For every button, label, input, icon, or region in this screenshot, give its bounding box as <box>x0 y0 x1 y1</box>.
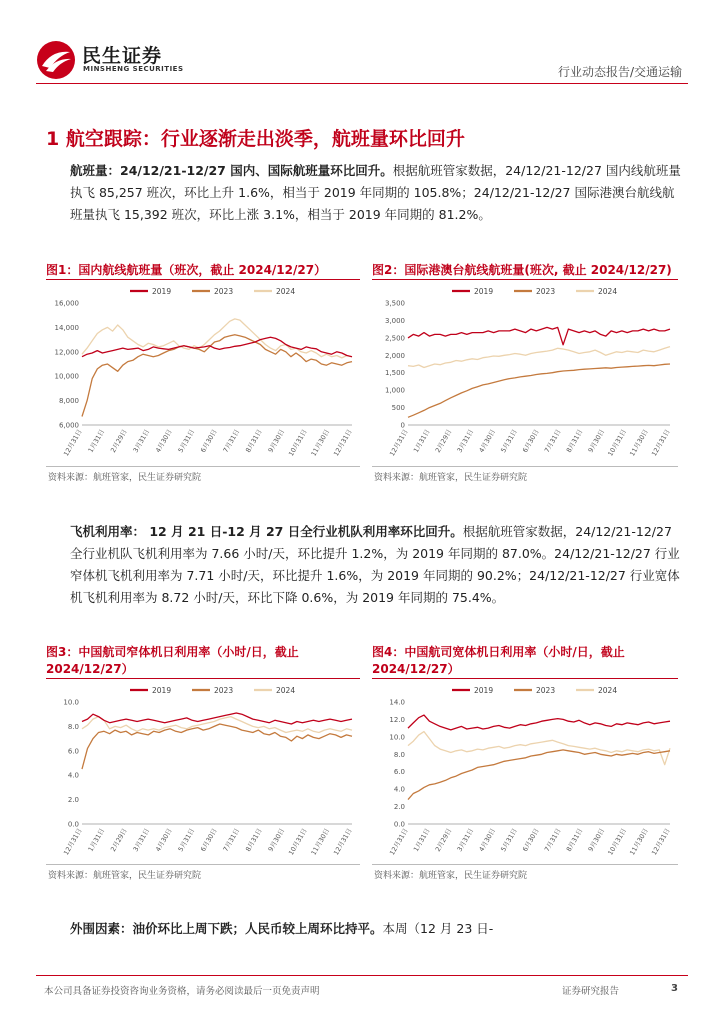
x-tick-label: 7月31日 <box>542 428 563 455</box>
x-tick-label: 10月31日 <box>287 428 309 458</box>
series-line-2019 <box>82 713 352 724</box>
x-tick-label: 12月31日 <box>62 428 84 458</box>
y-tick-label: 2,500 <box>384 334 405 343</box>
x-tick-label: 7月31日 <box>221 827 242 854</box>
x-tick-label: 6月30日 <box>521 827 541 854</box>
x-tick-label: 3月31日 <box>131 428 152 455</box>
x-tick-label: 1月31日 <box>411 428 432 455</box>
legend-label-2023: 2023 <box>536 686 556 695</box>
x-tick-label: 4月30日 <box>154 827 174 854</box>
series-line-2024 <box>82 319 352 358</box>
paragraph-body: 根据航班管家数据，24/12/21-12/27 全行业机队飞机利用率为 7.66 小时/天，环比提升 1.2%，为 2019 年同期的 87.0%。24/12/21-12/27 行业窄体机飞机利用率为 7.71 小时/天，环比提升 1.6%，为 2019 年同期的 90.2%；24/12/21-12/27 行业宽体机飞机利用率为 8.72 小时/天，环比下降 0.6%，为 2019 年同期的 75.4%。 <box>70 524 680 605</box>
y-tick-label: 8.0 <box>393 750 405 759</box>
footer-doc-type: 证券研究报告 <box>562 986 620 997</box>
y-tick-label: 4.0 <box>67 771 79 780</box>
legend-label-2024: 2024 <box>276 686 296 695</box>
page-number: 3 <box>671 983 678 994</box>
paragraph-lead: 飞机利用率： 12 月 21 日-12 月 27 日全行业机队利用率环比回升。 <box>70 524 463 539</box>
x-tick-label: 1月31日 <box>86 827 107 854</box>
legend-label-2019: 2019 <box>152 686 172 695</box>
x-tick-label: 2月29日 <box>109 827 129 854</box>
x-tick-label: 1月31日 <box>411 827 432 854</box>
paragraph-lead: 外围因素：油价环比上周下跌；人民币较上周环比持平。 <box>70 921 383 936</box>
x-tick-label: 8月31日 <box>564 827 585 854</box>
legend-label-2019: 2019 <box>152 287 172 296</box>
x-tick-label: 12月31日 <box>388 827 410 857</box>
paragraph-aircraft-utilization <box>70 521 684 609</box>
x-tick-label: 1月31日 <box>86 428 107 455</box>
y-tick-label: 8.0 <box>67 722 79 731</box>
figure-3-bottom-rule <box>46 864 360 865</box>
y-tick-label: 0 <box>400 421 405 430</box>
y-tick-label: 3,500 <box>384 299 405 308</box>
chart-svg <box>46 283 360 463</box>
x-tick-label: 3月31日 <box>455 428 476 455</box>
x-tick-label: 2月29日 <box>433 827 454 854</box>
figure-4-source: 资料来源：航班管家，民生证券研究院 <box>374 871 528 881</box>
chart-svg <box>372 682 678 862</box>
footer-disclaimer: 本公司具备证券投资咨询业务资格，请务必阅读最后一页免责声明 <box>44 986 320 997</box>
footer-divider <box>36 975 688 976</box>
x-tick-label: 3月31日 <box>455 827 476 854</box>
figure-4-title: 图4：中国航司宽体机日利用率（小时/日，截止 2024/12/27） <box>372 645 625 676</box>
y-tick-label: 10,000 <box>54 372 79 381</box>
figure-2-chart <box>372 283 678 463</box>
y-tick-label: 14.0 <box>389 698 405 707</box>
legend-label-2019: 2019 <box>474 686 494 695</box>
legend-label-2019: 2019 <box>474 287 494 296</box>
x-tick-label: 7月31日 <box>542 827 563 854</box>
x-tick-label: 12月31日 <box>332 428 354 458</box>
figure-1-top-rule <box>46 279 360 280</box>
brand-name-en: MINSHENG SECURITIES <box>83 65 184 73</box>
x-tick-label: 6月30日 <box>521 428 541 455</box>
figure-4-top-rule <box>372 678 678 679</box>
chart-svg <box>372 283 678 463</box>
series-line-2019 <box>82 337 352 357</box>
legend-label-2024: 2024 <box>276 287 296 296</box>
report-category: 行业动态报告/交通运输 <box>557 65 682 79</box>
series-line-2023 <box>408 750 670 800</box>
y-tick-label: 6.0 <box>393 768 405 777</box>
x-tick-label: 11月30日 <box>309 827 332 857</box>
figure-1-source: 资料来源：航班管家，民生证券研究院 <box>48 473 202 483</box>
brand-logo <box>36 40 226 80</box>
series-line-2024 <box>408 347 670 368</box>
y-tick-label: 12,000 <box>54 348 79 357</box>
x-tick-label: 2月29日 <box>433 428 454 455</box>
x-tick-label: 4月30日 <box>477 827 498 854</box>
figure-3-title: 图3：中国航司窄体机日利用率（小时/日，截止 2024/12/27） <box>46 645 299 676</box>
series-line-2019 <box>408 715 670 730</box>
x-tick-label: 5月31日 <box>499 428 519 455</box>
legend-label-2023: 2023 <box>214 686 234 695</box>
legend-label-2023: 2023 <box>214 287 234 296</box>
paragraph-body: 本周（12 月 23 日- <box>382 921 494 936</box>
brand-name-cn: 民生证券 <box>82 45 163 67</box>
y-tick-label: 2,000 <box>384 351 405 360</box>
x-tick-label: 4月30日 <box>477 428 498 455</box>
series-line-2023 <box>408 364 670 417</box>
x-tick-label: 5月31日 <box>176 827 197 854</box>
figure-1-bottom-rule <box>46 466 360 467</box>
y-tick-label: 1,500 <box>384 369 405 378</box>
y-tick-label: 6,000 <box>58 421 79 430</box>
legend-label-2024: 2024 <box>598 287 618 296</box>
x-tick-label: 7月31日 <box>221 428 242 455</box>
header-divider <box>36 83 688 84</box>
x-tick-label: 12月31日 <box>62 827 84 857</box>
x-tick-label: 12月31日 <box>650 428 672 458</box>
y-tick-label: 3,000 <box>384 316 405 325</box>
y-tick-label: 10.0 <box>63 698 79 707</box>
x-tick-label: 10月31日 <box>287 827 309 857</box>
figure-4-chart <box>372 682 678 862</box>
x-tick-label: 12月31日 <box>332 827 354 857</box>
x-tick-label: 9月30日 <box>266 428 287 455</box>
paragraph-external-factors <box>70 918 684 940</box>
figure-2-source: 资料来源：航班管家，民生证券研究院 <box>374 473 528 483</box>
x-tick-label: 8月31日 <box>244 827 264 854</box>
figure-2-top-rule <box>372 279 678 280</box>
y-tick-label: 10.0 <box>389 733 405 742</box>
paragraph-flight-volume <box>70 160 684 226</box>
x-tick-label: 6月30日 <box>199 428 219 455</box>
y-tick-label: 0.0 <box>67 820 79 829</box>
figure-3-top-rule <box>46 678 360 679</box>
paragraph-body: 根据航班管家数据，24/12/21-12/27 国内线航班量执飞 85,257 班次，环比上升 1.6%，相当于 2019 年同期的 105.8%；24/12/21-12/27 国际港澳台航线航班量执飞 15,392 班次，环比上涨 3.1%，相当于 2019 年同期的 81.2%。 <box>70 163 681 222</box>
figure-2-title: 图2：国际港澳台航线航班量(班次, 截止 2024/12/27) <box>372 263 672 277</box>
section-title: 1 航空跟踪：行业逐渐走出淡季，航班量环比回升 <box>46 128 465 150</box>
legend-label-2024: 2024 <box>598 686 618 695</box>
x-tick-label: 9月30日 <box>586 428 607 455</box>
figure-1-title: 图1：国内航线航班量（班次，截止 2024/12/27） <box>46 263 327 277</box>
y-tick-label: 4.0 <box>393 785 405 794</box>
series-line-2024 <box>408 732 670 765</box>
y-tick-label: 8,000 <box>58 397 79 406</box>
x-tick-label: 6月30日 <box>199 827 219 854</box>
x-tick-label: 4月30日 <box>154 428 174 455</box>
y-tick-label: 6.0 <box>67 747 79 756</box>
y-tick-label: 2.0 <box>393 803 405 812</box>
legend-label-2023: 2023 <box>536 287 556 296</box>
x-tick-label: 8月31日 <box>564 428 585 455</box>
x-tick-label: 9月30日 <box>586 827 607 854</box>
x-tick-label: 8月31日 <box>244 428 264 455</box>
x-tick-label: 5月31日 <box>499 827 519 854</box>
x-tick-label: 12月31日 <box>650 827 672 857</box>
figure-3-source: 资料来源：航班管家，民生证券研究院 <box>48 871 202 881</box>
y-tick-label: 14,000 <box>54 323 79 332</box>
figure-2-bottom-rule <box>372 466 678 467</box>
x-tick-label: 11月30日 <box>628 827 650 857</box>
figure-1-chart <box>46 283 360 463</box>
x-tick-label: 12月31日 <box>388 428 410 458</box>
y-tick-label: 2.0 <box>67 796 79 805</box>
y-tick-label: 16,000 <box>54 299 79 308</box>
x-tick-label: 3月31日 <box>131 827 152 854</box>
x-tick-label: 10月31日 <box>606 428 629 458</box>
x-tick-label: 2月29日 <box>109 428 129 455</box>
y-tick-label: 0.0 <box>393 820 405 829</box>
y-tick-label: 12.0 <box>389 715 405 724</box>
x-tick-label: 5月31日 <box>176 428 197 455</box>
x-tick-label: 9月30日 <box>266 827 287 854</box>
series-line-2019 <box>408 327 670 344</box>
series-line-2023 <box>82 335 352 417</box>
figure-4-bottom-rule <box>372 864 678 865</box>
x-tick-label: 10月31日 <box>606 827 629 857</box>
chart-svg <box>46 682 360 862</box>
minsheng-logo-icon <box>36 40 76 80</box>
x-tick-label: 11月30日 <box>628 428 650 458</box>
y-tick-label: 1,000 <box>384 386 405 395</box>
y-tick-label: 500 <box>391 404 405 413</box>
x-tick-label: 11月30日 <box>309 428 332 458</box>
paragraph-lead: 航班量：24/12/21-12/27 国内、国际航班量环比回升。 <box>70 163 393 178</box>
figure-3-chart <box>46 682 360 862</box>
